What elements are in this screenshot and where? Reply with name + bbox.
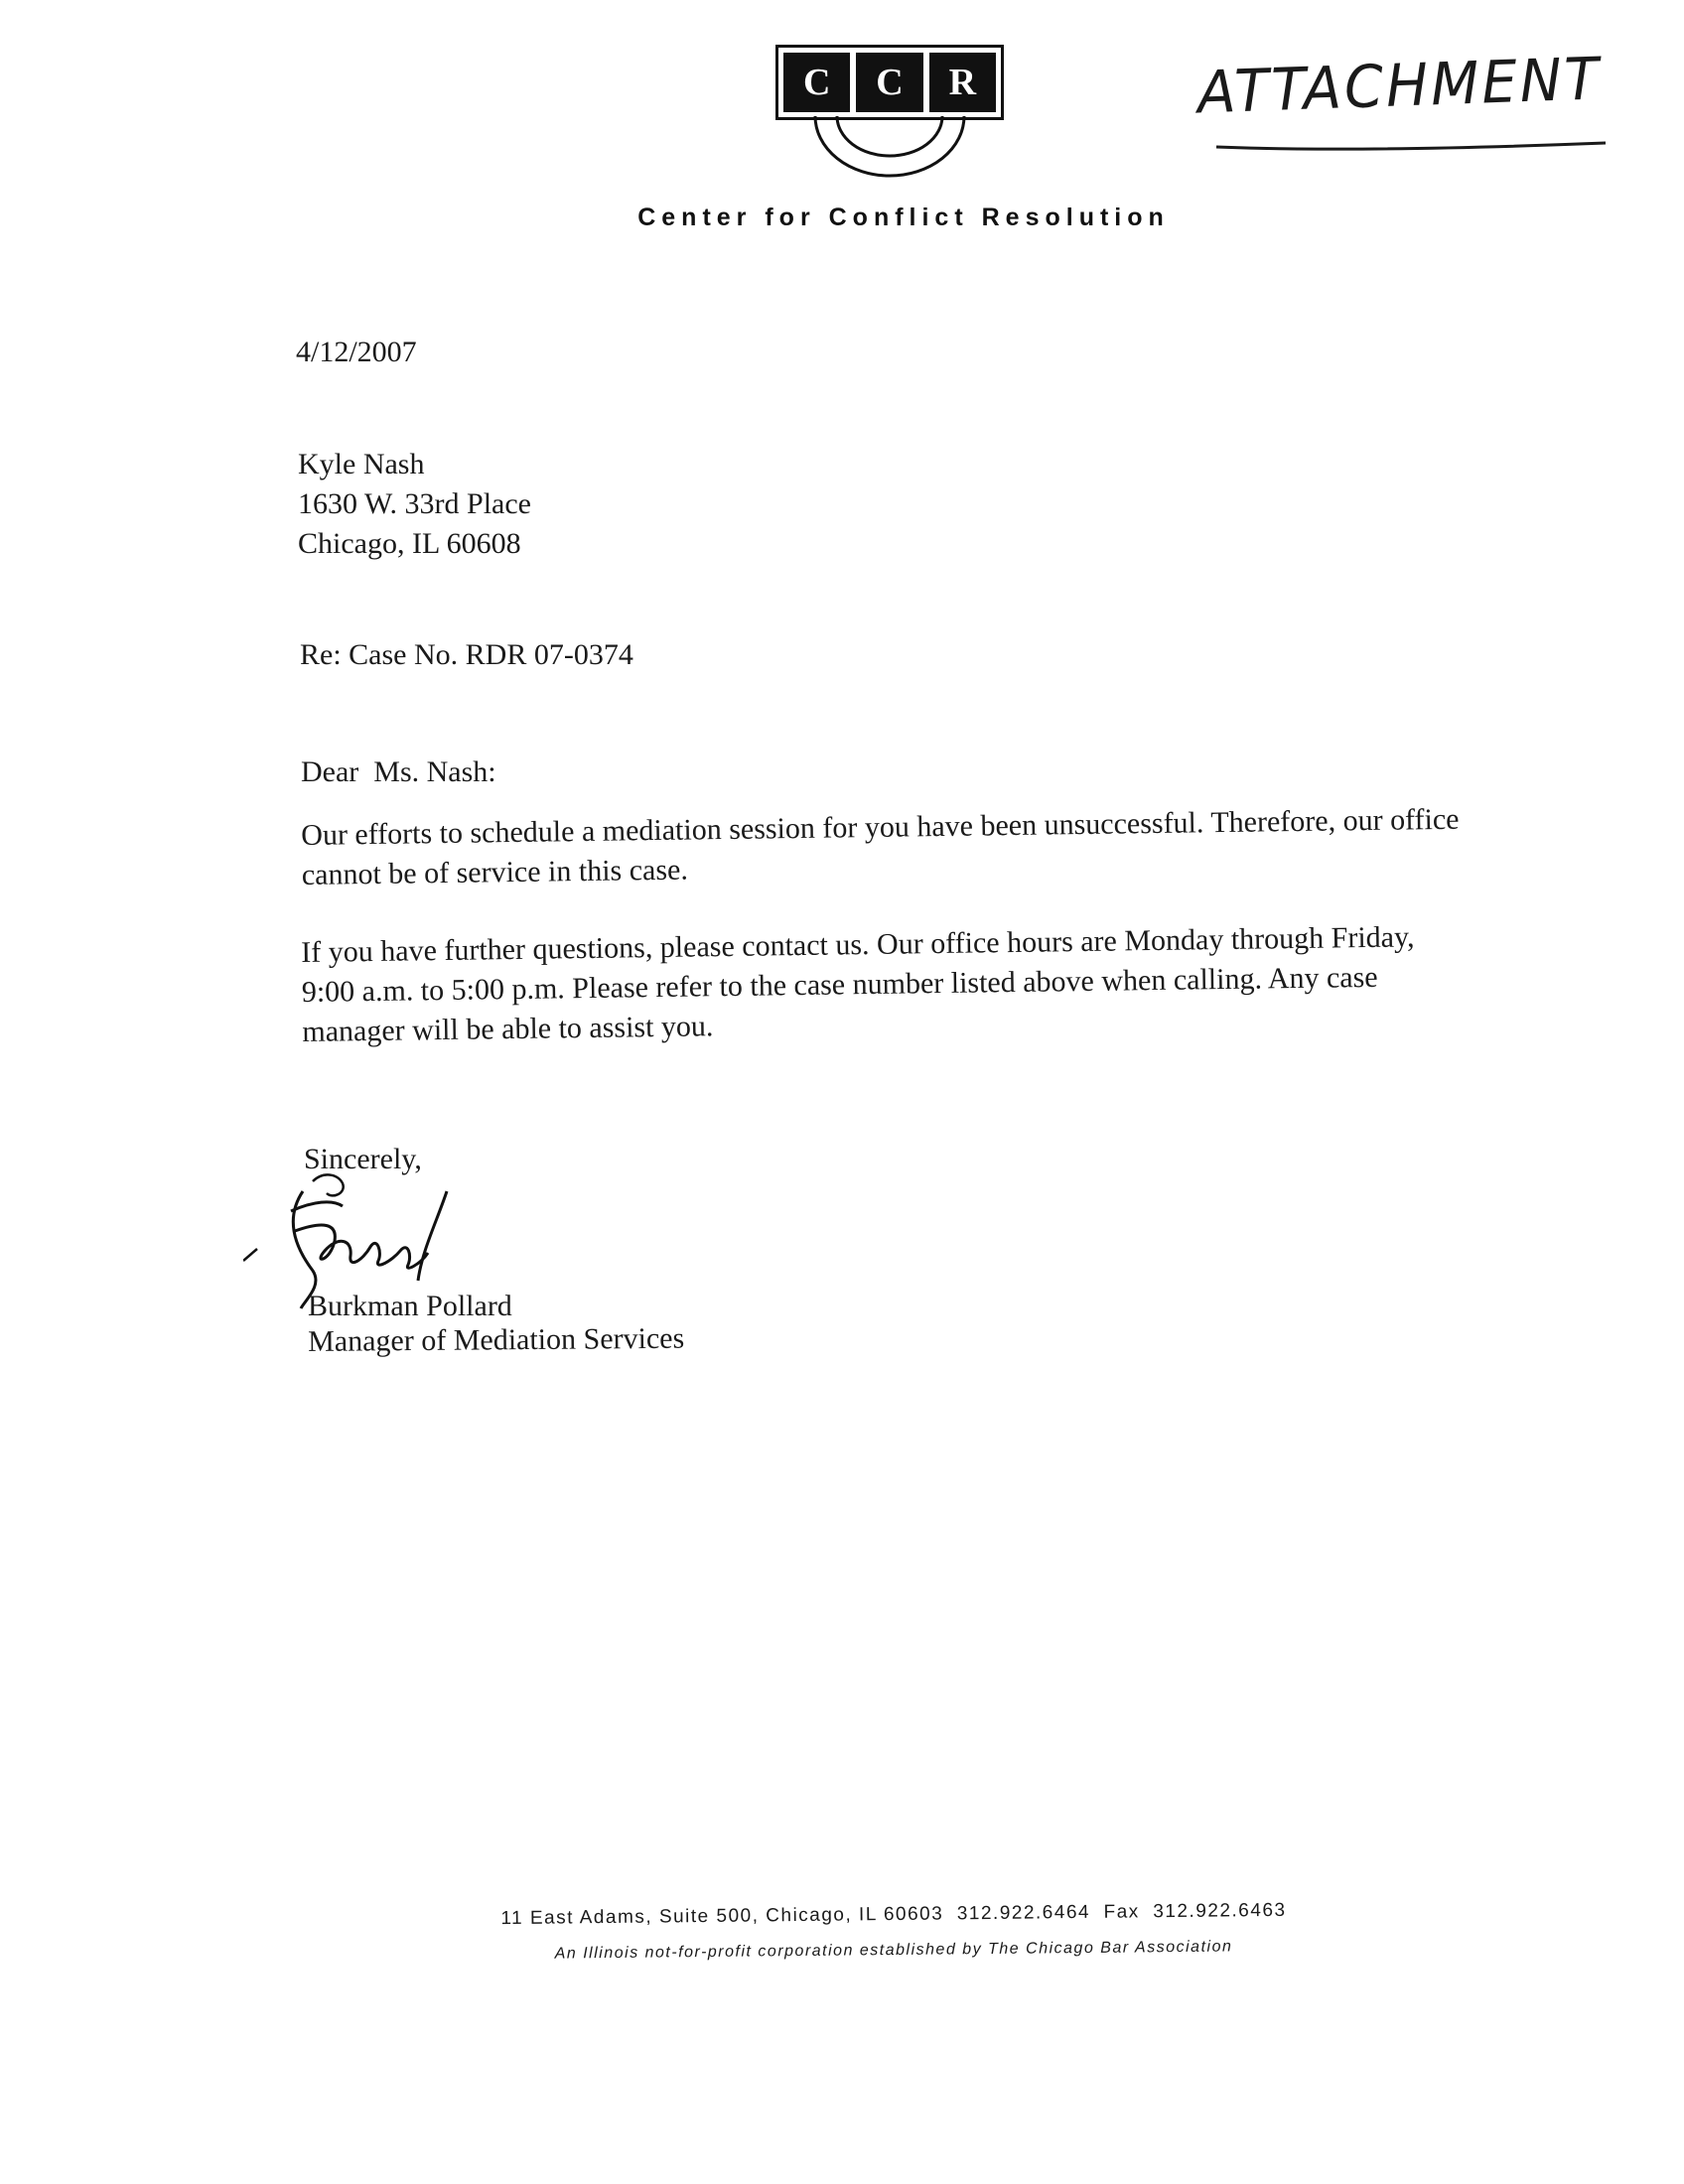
- paragraph-1: Our efforts to schedule a mediation session for you have been unsuccessful. Therefore, our office cannot be of service in this case.: [301, 802, 1460, 891]
- handwritten-annotation: [1196, 45, 1614, 159]
- logo-letter-c1: C: [783, 53, 850, 112]
- recipient-address: [298, 445, 531, 564]
- logo-arc-icon: [775, 114, 1004, 184]
- logo-letter-r: R: [929, 53, 996, 112]
- re-line: Re: Case No. RDR 07-0374: [300, 638, 633, 671]
- recipient-street: 1630 W. 33rd Place: [298, 487, 531, 520]
- footer-address: 11 East Adams, Suite 500, Chicago, IL 60603 312.922.6464 Fax 312.922.6463: [500, 1899, 1287, 1930]
- salutation: Dear Ms. Nash:: [301, 755, 496, 788]
- paragraph-2: If you have further questions, please contact us. Our office hours are Monday through Friday, 9:00 a.m. to 5:00 p.m. Please refer to the case number listed above when calling. Any case manager will be able to assist you.: [301, 920, 1415, 1048]
- recipient-name: Kyle Nash: [298, 448, 425, 480]
- logo-letter-boxes: [775, 45, 1004, 120]
- annotation-underline-icon: [1196, 60, 1614, 159]
- closing: Sincerely,: [304, 1143, 422, 1175]
- letter-date: 4/12/2007: [296, 336, 417, 368]
- footer-note: An Illinois not-for-profit corporation established by The Chicago Bar Association: [554, 1938, 1233, 1963]
- signer-name: Burkman Pollard: [308, 1290, 512, 1322]
- ccr-logo: [775, 45, 1004, 179]
- signer-title: Manager of Mediation Services: [308, 1321, 685, 1358]
- recipient-city: Chicago, IL 60608: [298, 527, 521, 560]
- annotation-text: ATTACHMENT: [1196, 45, 1603, 128]
- logo-letter-c2: C: [856, 53, 922, 112]
- organization-name: Center for Conflict Resolution: [637, 204, 1170, 231]
